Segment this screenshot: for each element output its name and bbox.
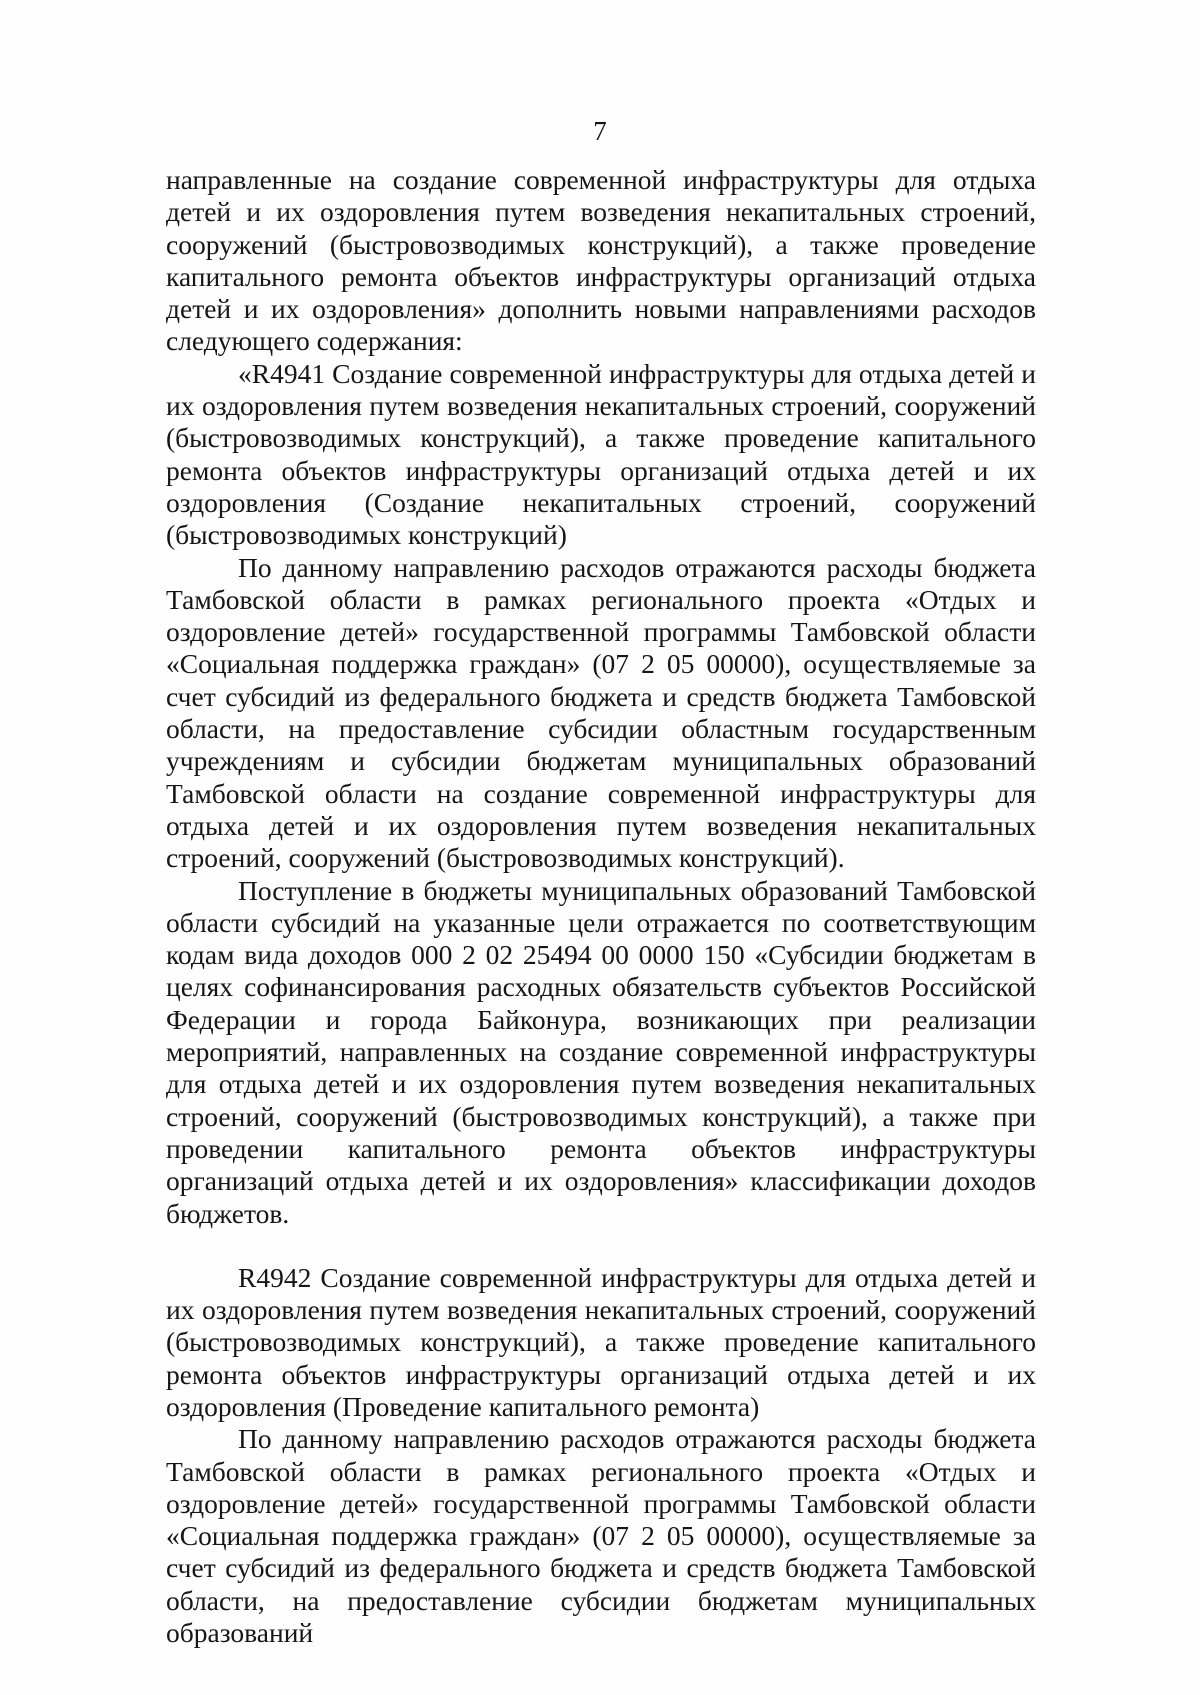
paragraph-continuation: направленные на создание современной инфраструктуры для отдыха детей и их оздоровления путем возведения некапитальных строений, сооружений (быстровозводимых конструкций), а также проведение капитального ремонта объектов инфраструктуры организаций отдыха детей и их оздоровления» дополнить новыми направлениями расходов следующего содержания: — [166, 164, 1036, 357]
paragraph-r4942-heading: R4942 Создание современной инфраструктуры для отдыха детей и их оздоровления путем возведения некапитальных строений, сооружений (быстровозводимых конструкций), а также проведение капитального ремонта объектов инфраструктуры организаций отдыха детей и их оздоровления (Проведение капитального ремонта) — [166, 1261, 1036, 1422]
paragraph-r4941-heading: «R4941 Создание современной инфраструктуры для отдыха детей и их оздоровления путем возведения некапитальных строений, сооружений (быстровозводимых конструкций), а также проведение капитального ремонта объектов инфраструктуры организаций отдыха детей и их оздоровления (Создание некапитальных строений, сооружений (быстровозводимых конструкций) — [166, 357, 1036, 551]
paragraph-r4941-description: По данному направлению расходов отражаются расходы бюджета Тамбовской области в рамках регионального проекта «Отдых и оздоровление детей» государственной программы Тамбовской области «Социальная поддержка граждан» (07 2 05 00000), осуществляемые за счет субсидий из федерального бюджета и средств бюджета Тамбовской области, на предоставление субсидии областным государственным учреждениям и субсидии бюджетам муниципальных образований Тамбовской области на создание современной инфраструктуры для отдыха детей и их оздоровления путем возведения некапитальных строений, сооружений (быстровозводимых конструкций). — [166, 551, 1036, 874]
paragraph-revenue-receipt: Поступление в бюджеты муниципальных образований Тамбовской области субсидий на указанные цели отражается по соответствующим кодам вида доходов 000 2 02 25494 00 0000 150 «Субсидии бюджетам в целях софинансирования расходных обязательств субъектов Российской Федерации и города Байконура, возникающих при реализации мероприятий, направленных на создание современной инфраструктуры для отдыха детей и их оздоровления путем возведения некапитальных строений, сооружений (быстровозводимых конструкций), а также при проведении капитального ремонта объектов инфраструктуры организаций отдыха детей и их оздоровления» классификации доходов бюджетов. — [166, 874, 1036, 1229]
body-text — [166, 164, 1036, 1649]
paragraph-r4942-description: По данному направлению расходов отражаются расходы бюджета Тамбовской области в рамках регионального проекта «Отдых и оздоровление детей» государственной программы Тамбовской области «Социальная поддержка граждан» (07 2 05 00000), осуществляемые за счет субсидий из федерального бюджета и средств бюджета Тамбовской области, на предоставление субсидии бюджетам муниципальных образований — [166, 1423, 1036, 1649]
page-number: 7 — [593, 116, 607, 146]
